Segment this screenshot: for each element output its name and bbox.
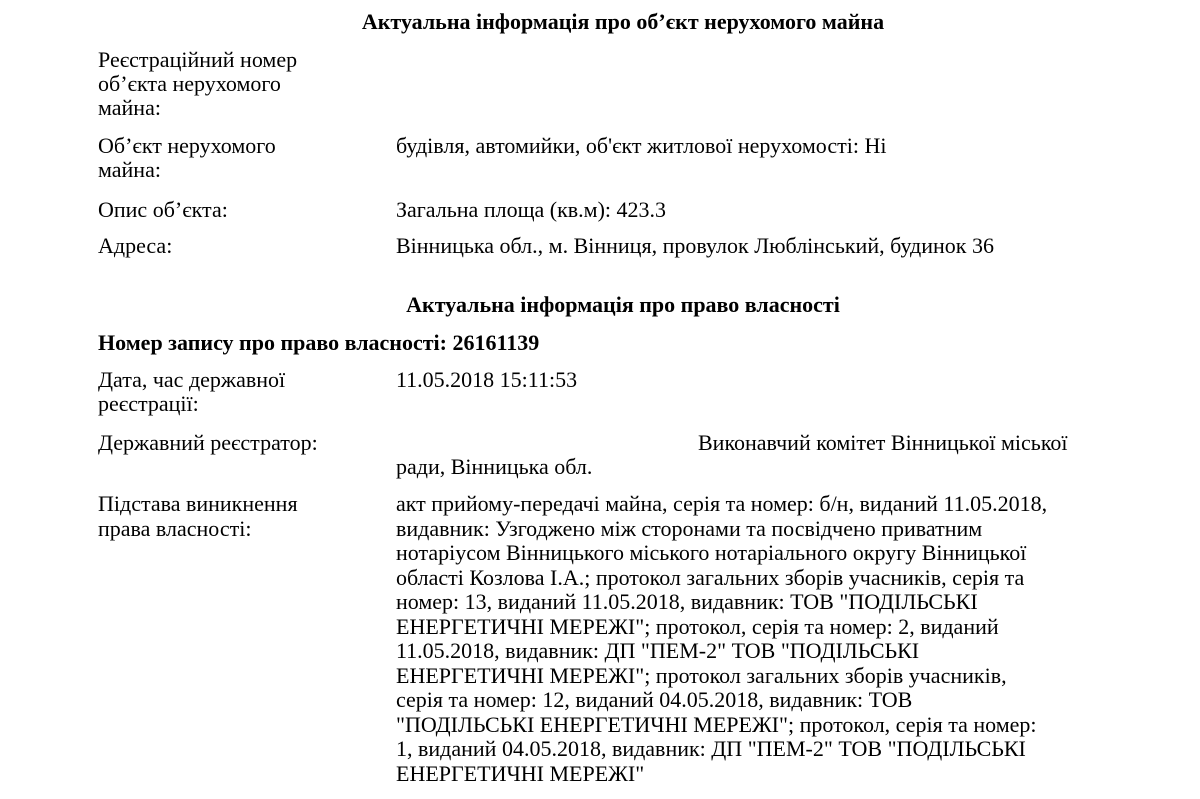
row-registration-datetime [98, 368, 1158, 416]
registration-number-label: Реєстраційний номер об’єкта нерухомого майна: [98, 47, 298, 120]
state-registrar-value-line-1: Виконавчий комітет Вінницької міської [698, 430, 1068, 455]
state-registrar-label: Державний реєстратор: [98, 430, 318, 455]
state-registrar-value [396, 431, 1141, 479]
row-object-description [98, 198, 1158, 222]
object-type-label: Об’єкт нерухомого майна: [98, 133, 276, 182]
object-section-title: Актуальна інформація про об’єкт нерухомого майна [361, 9, 885, 34]
registration-datetime-label: Дата, час державної реєстрації: [98, 367, 286, 416]
address-label: Адреса: [98, 233, 173, 258]
ownership-basis-value: акт прийому-передачі майна, серія та номер: б/н, виданий 11.05.2018, видавник: Узгоджено між сторонами та посвідчено приватним нотаріусом Вінницького міського нотаріального округу Вінницької області Козлова І.А.; протокол загальних зборів учасників, серія та номер: 13, виданий 11.05.2018, видавник: ТОВ "ПОДІЛЬСЬКІ ЕНЕРГЕТИЧНІ МЕРЕЖІ"; протокол, серія та номер: 2, виданий 11.05.2018, видавник: ДП "ПЕМ-2" ТОВ "ПОДІЛЬСЬКІ ЕНЕРГЕТИЧНІ МЕРЕЖІ"; протокол загальних зборів учасників, серія та номер: 12, виданий 04.05.2018, видавник: ТОВ "ПОДІЛЬСЬКІ ЕНЕРГЕТИЧНІ МЕРЕЖІ"; протокол, серія та номер: 1, виданий 04.05.2018, видавник: ДП "ПЕМ-2" ТОВ "ПОДІЛЬСЬКІ ЕНЕРГЕТИЧНІ МЕРЕЖІ" [396, 491, 1048, 786]
ownership-section-title: Актуальна інформація про право власності [406, 292, 840, 317]
row-object-type [98, 134, 1158, 182]
row-address [98, 234, 1158, 258]
object-description-label: Опис об’єкта: [98, 197, 228, 222]
state-registrar-value-line-2: ради, Вінницька обл. [396, 454, 593, 479]
row-ownership-basis [98, 492, 1158, 792]
row-state-registrar [98, 431, 1158, 479]
object-description-value: Загальна площа (кв.м): 423.3 [396, 197, 667, 222]
ownership-record-number: Номер запису про право власності: 26161139 [98, 330, 540, 355]
row-registration-number [98, 48, 1158, 120]
object-type-value: будівля, автомийки, об'єкт житлової нерухомості: Ні [396, 133, 887, 158]
address-value: Вінницька обл., м. Вінниця, провулок Люблінський, будинок 36 [396, 233, 994, 258]
registration-datetime-value: 11.05.2018 15:11:53 [396, 367, 578, 392]
ownership-basis-label: Підстава виникнення права власності: [98, 491, 298, 541]
